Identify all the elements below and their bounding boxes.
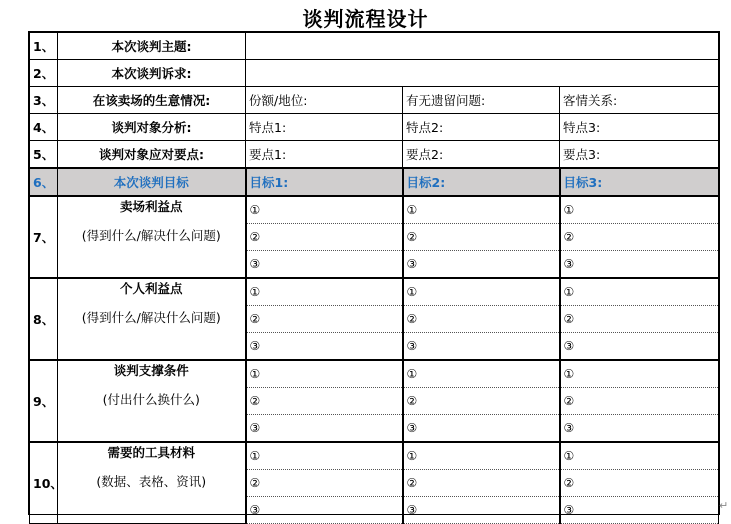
row-number: 1、 — [30, 33, 58, 60]
page-title: 谈判流程设计 — [302, 7, 429, 31]
block-label — [58, 196, 246, 278]
goal-input-cell[interactable]: ② — [560, 224, 719, 251]
row-number: 9、 — [30, 360, 58, 442]
table-row — [30, 196, 719, 224]
negotiation-table — [29, 32, 719, 524]
block-description: (数据、表格、资讯) — [96, 474, 207, 489]
goal-input-cell[interactable]: ③ — [403, 333, 560, 361]
goal-input-cell[interactable]: ③ — [403, 415, 560, 443]
goal-input-cell[interactable]: ② — [403, 306, 560, 333]
goal-input-cell[interactable]: ① — [560, 278, 719, 306]
goal-input-cell[interactable]: ② — [560, 470, 719, 497]
table-row — [30, 360, 719, 388]
row-number: 10、 — [30, 442, 58, 524]
goal-input-cell[interactable]: ① — [403, 442, 560, 470]
goal-input-cell[interactable]: ③ — [560, 251, 719, 279]
table-row — [30, 87, 719, 114]
row-number: 8、 — [30, 278, 58, 360]
block-heading: 需要的工具材料 — [107, 445, 195, 460]
block-description: (付出什么换什么) — [102, 392, 200, 407]
goal-input-cell[interactable]: ② — [403, 470, 560, 497]
row-label: 在该卖场的生意情况: — [58, 87, 246, 114]
goal-input-cell[interactable]: ① — [246, 278, 403, 306]
row-number: 7、 — [30, 196, 58, 278]
goal-input-cell[interactable]: ③ — [246, 333, 403, 361]
goal-input-cell[interactable]: ③ — [403, 497, 560, 524]
goal-input-cell[interactable]: ① — [246, 360, 403, 388]
goal-input-cell[interactable]: ② — [403, 388, 560, 415]
goal-input-cell[interactable]: ① — [246, 196, 403, 224]
input-cell[interactable]: 有无遗留问题: — [403, 87, 560, 114]
table-row — [30, 278, 719, 306]
block-heading: 谈判支撑条件 — [113, 363, 189, 378]
block-description: (得到什么/解决什么问题) — [81, 228, 221, 243]
block-label — [58, 360, 246, 442]
goal-input-cell[interactable]: ③ — [403, 251, 560, 279]
goal-input-cell[interactable]: ③ — [560, 333, 719, 361]
goal-input-cell[interactable]: ② — [246, 224, 403, 251]
goal-input-cell[interactable]: ③ — [560, 497, 719, 524]
goal-input-cell[interactable]: ③ — [246, 415, 403, 443]
goal-input-cell[interactable]: ② — [246, 306, 403, 333]
block-description: (得到什么/解决什么问题) — [81, 310, 221, 325]
goal-header-cell: 目标1: — [246, 168, 403, 196]
goal-input-cell[interactable]: ① — [403, 360, 560, 388]
goal-input-cell[interactable]: ① — [403, 278, 560, 306]
goal-input-cell[interactable]: ② — [560, 306, 719, 333]
goal-header-row — [30, 168, 719, 196]
input-cell[interactable]: 特点3: — [560, 114, 719, 141]
goal-header-cell: 目标3: — [560, 168, 719, 196]
row-number: 2、 — [30, 60, 58, 87]
row-label: 本次谈判目标 — [58, 168, 246, 196]
input-cell[interactable]: 要点1: — [246, 141, 403, 169]
input-cell[interactable] — [246, 60, 719, 87]
row-number: 5、 — [30, 141, 58, 169]
input-cell[interactable]: 要点2: — [403, 141, 560, 169]
input-cell[interactable]: 特点2: — [403, 114, 560, 141]
block-label — [58, 442, 246, 524]
block-heading: 个人利益点 — [119, 281, 183, 296]
goal-input-cell[interactable]: ① — [560, 360, 719, 388]
goal-input-cell[interactable]: ② — [560, 388, 719, 415]
goal-input-cell[interactable]: ① — [403, 196, 560, 224]
paragraph-mark-icon: ↵ — [719, 499, 729, 512]
row-label: 本次谈判主题: — [58, 33, 246, 60]
table-row — [30, 141, 719, 169]
block-heading: 卖场利益点 — [119, 199, 183, 214]
input-cell[interactable]: 客情关系: — [560, 87, 719, 114]
goal-input-cell[interactable]: ② — [403, 224, 560, 251]
goal-input-cell[interactable]: ③ — [246, 497, 403, 524]
input-cell[interactable]: 份额/地位: — [246, 87, 403, 114]
goal-input-cell[interactable]: ① — [560, 196, 719, 224]
row-number: 3、 — [30, 87, 58, 114]
row-label: 谈判对象分析: — [58, 114, 246, 141]
row-label: 本次谈判诉求: — [58, 60, 246, 87]
input-cell[interactable] — [246, 33, 719, 60]
block-label — [58, 278, 246, 360]
goal-input-cell[interactable]: ① — [246, 442, 403, 470]
goal-input-cell[interactable]: ① — [560, 442, 719, 470]
table-row — [30, 114, 719, 141]
table-row — [30, 33, 719, 60]
goal-input-cell[interactable]: ③ — [246, 251, 403, 279]
goal-input-cell[interactable]: ② — [246, 388, 403, 415]
goal-header-cell: 目标2: — [403, 168, 560, 196]
input-cell[interactable]: 特点1: — [246, 114, 403, 141]
goal-input-cell[interactable]: ③ — [560, 415, 719, 443]
row-number: 4、 — [30, 114, 58, 141]
goal-input-cell[interactable]: ② — [246, 470, 403, 497]
table-row — [30, 442, 719, 470]
row-label: 谈判对象应对要点: — [58, 141, 246, 169]
row-number: 6、 — [30, 168, 58, 196]
table-row — [30, 60, 719, 87]
input-cell[interactable]: 要点3: — [560, 141, 719, 169]
